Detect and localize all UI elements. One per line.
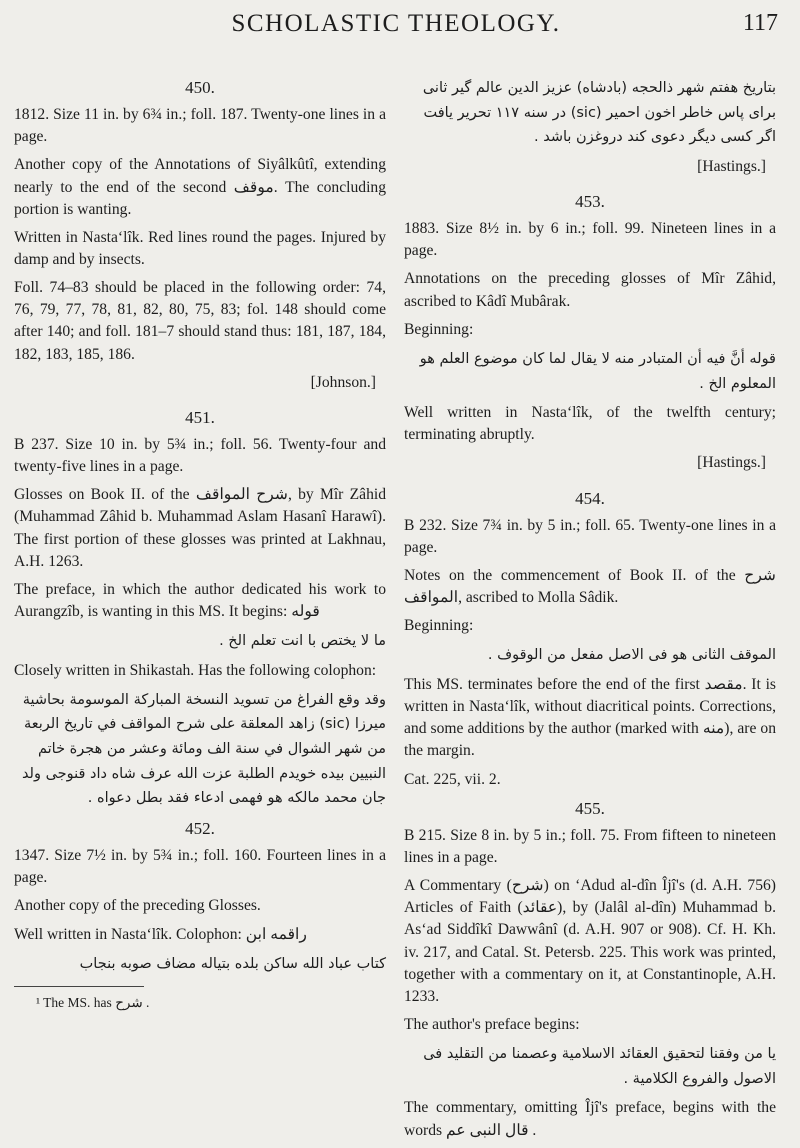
page-header [14, 8, 778, 42]
entry-454-size: B 232. Size 7¾ in. by 5 in.; foll. 65. Twenty-one lines in a page. [404, 516, 776, 556]
entry-455-size: B 215. Size 8 in. by 5 in.; foll. 75. From fifteen to nineteen lines in a page. [404, 826, 776, 867]
entry-452-colophon-intro: Well written in Nasta‘lîk. Colophon: راقمه ابن [14, 925, 307, 943]
entry-455-arabic-incipit: يا من وفقنا لتحقيق العقائد الاسلامية وعصمنا من التقليد فى الاصول والفروع الكلامية . [423, 1046, 776, 1087]
entry-453-description: Annotations on the preceding glosses of Mîr Zâhid, ascribed to Kâdî Mubârak. [404, 270, 776, 310]
right-column [404, 76, 776, 1148]
entry-454-beginning-label: Beginning: [404, 617, 474, 635]
entry-453-source: [Hastings.] [697, 454, 766, 472]
entry-number-455: 455. [575, 798, 605, 818]
entry-453-beginning-label: Beginning: [404, 320, 474, 338]
entry-452-description: Another copy of the preceding Glosses. [14, 897, 261, 915]
entry-455-commentary: The commentary, omitting Îjî's preface, begins with the words قال النبى عم . [404, 1099, 776, 1139]
entry-450-size: 1812. Size 11 in. by 6¾ in.; foll. 187. Twenty-one lines in a page. [14, 106, 386, 146]
entry-452-source: [Hastings.] [697, 157, 766, 175]
entry-453-script: Well written in Nasta‘lîk, of the twelfth century; terminating abruptly. [404, 404, 776, 444]
entry-454-notes: This MS. terminates before the end of the first مقصد. It is written in Nasta‘lîk, without diacritical points. Corrections, and some additions by the author (marked with منه), are on the margin. [404, 676, 776, 760]
left-column [14, 76, 386, 1013]
entry-number-452: 452. [185, 819, 215, 839]
entry-451-colophon-intro: Closely written in Shikastah. Has the following colophon: [14, 661, 377, 679]
entry-450-script: Written in Nasta‘lîk. Red lines round the pages. Injured by damp and by insects. [14, 228, 386, 268]
entry-451-preface: The preface, in which the author dedicated his work to Aurangzîb, is wanting in this MS. It begins: قوله [14, 580, 386, 620]
entry-451-size: B 237. Size 10 in. by 5¾ in.; foll. 56. Twenty-four and twenty-five lines in a page. [14, 435, 386, 476]
entry-451-arabic-colophon: وقد وقع الفراغ من تسويد النسخة المباركة الموسومة بحاشية ميرزا (sic) زاهد المعلقة على شرح المواقف في تاريخ الربعة من شهر الشوال في سنة الف ومائة وعشر من هجرة خاتم النبيين بيده خويدم الطلبة عزت الله عرف شاه داد قنوجى ولد جان محمد مالكه هو فهمى ادعاء فقد بطل دعواه . [21, 691, 386, 807]
entry-450-description: Another copy of the Annotations of Siyâlkûtî, extending nearly to the end of the second موقف. The concluding portion is wanting. [14, 156, 386, 218]
footnote-divider [14, 986, 144, 987]
footnote: ¹ The MS. has شرح . [36, 995, 150, 1011]
entry-454-catalogue-ref: Cat. 225, vii. 2. [404, 770, 501, 788]
entry-450-order: Foll. 74–83 should be placed in the following order: 74, 76, 79, 77, 78, 81, 82, 80, 75, 83; fol. 148 should come after 140; and foll. 181–7 should stand thus: 181, 187, 184, 182, 183, 185, 186. [14, 279, 386, 363]
entry-453-arabic-incipit: قوله أنَّ فيه أن المتبادر منه لا يقال لما كان موضوع العلم هو المعلوم الخ . [419, 350, 776, 392]
entry-number-454: 454. [575, 488, 605, 508]
entry-454-description: Notes on the commencement of Book II. of the شرح المواقف, ascribed to Molla Sâdik. [404, 567, 776, 607]
entry-452-arabic-colophon: كتاب عباد الله ساكن بلده بتياله مضاف صوبه بنجاب [79, 955, 386, 972]
entry-number-451: 451. [185, 407, 215, 427]
entry-number-450: 450. [185, 78, 215, 97]
entry-454-arabic-incipit: الموقف الثانى هو فى الاصل مفعل من الوقوف . [487, 647, 776, 664]
entry-453-size: 1883. Size 8½ in. by 6 in.; foll. 99. Nineteen lines in a page. [404, 220, 776, 260]
entry-number-453: 453. [575, 192, 605, 212]
entry-451-description: Glosses on Book II. of the شرح المواقف, by Mîr Zâhid (Muhammad Zâhid b. Muhammad Aslam Hasanî Harawî). The first portion of these glosses was printed at Lakhnau, A.H. 1263. [14, 486, 386, 570]
entry-455-description: A Commentary (شرح) on ‘Adud al-dîn Îjî's (d. A.H. 756) Articles of Faith (عقائد), by (Jalâl al-dîn) Muhammad b. As‘ad Siddîkî Dawwânî (d. A.H. 907 or 908). Cf. H. Kh. iv. 217, and Catal. St. Petersb. 225. This work was printed, together with a commentary on it, at Constantinople, A.H. 1233. [404, 877, 776, 1005]
entry-450-source: [Johnson.] [310, 373, 376, 391]
running-title: SCHOLASTIC THEOLOGY. [231, 10, 561, 37]
entry-451-arabic-incipit: ما لا يختص با انت تعلم الخ . [219, 633, 386, 650]
entry-455-preface-label: The author's preface begins: [404, 1016, 580, 1034]
entry-452-size: 1347. Size 7½ in. by 5¾ in.; foll. 160. Fourteen lines in a page. [14, 847, 386, 887]
entry-452-arabic-colophon-continued: بتاريخ هفتم شهر ذالحجه (بادشاه) عزيز الدين عالم گير ثانى براى پاس خاطر اخون احمير (sic) در سنه ١١٧ تحرير يافت اگر كسى ديگر دعوى كند دروغزن باشد . [422, 80, 776, 146]
page-number: 117 [742, 10, 778, 36]
